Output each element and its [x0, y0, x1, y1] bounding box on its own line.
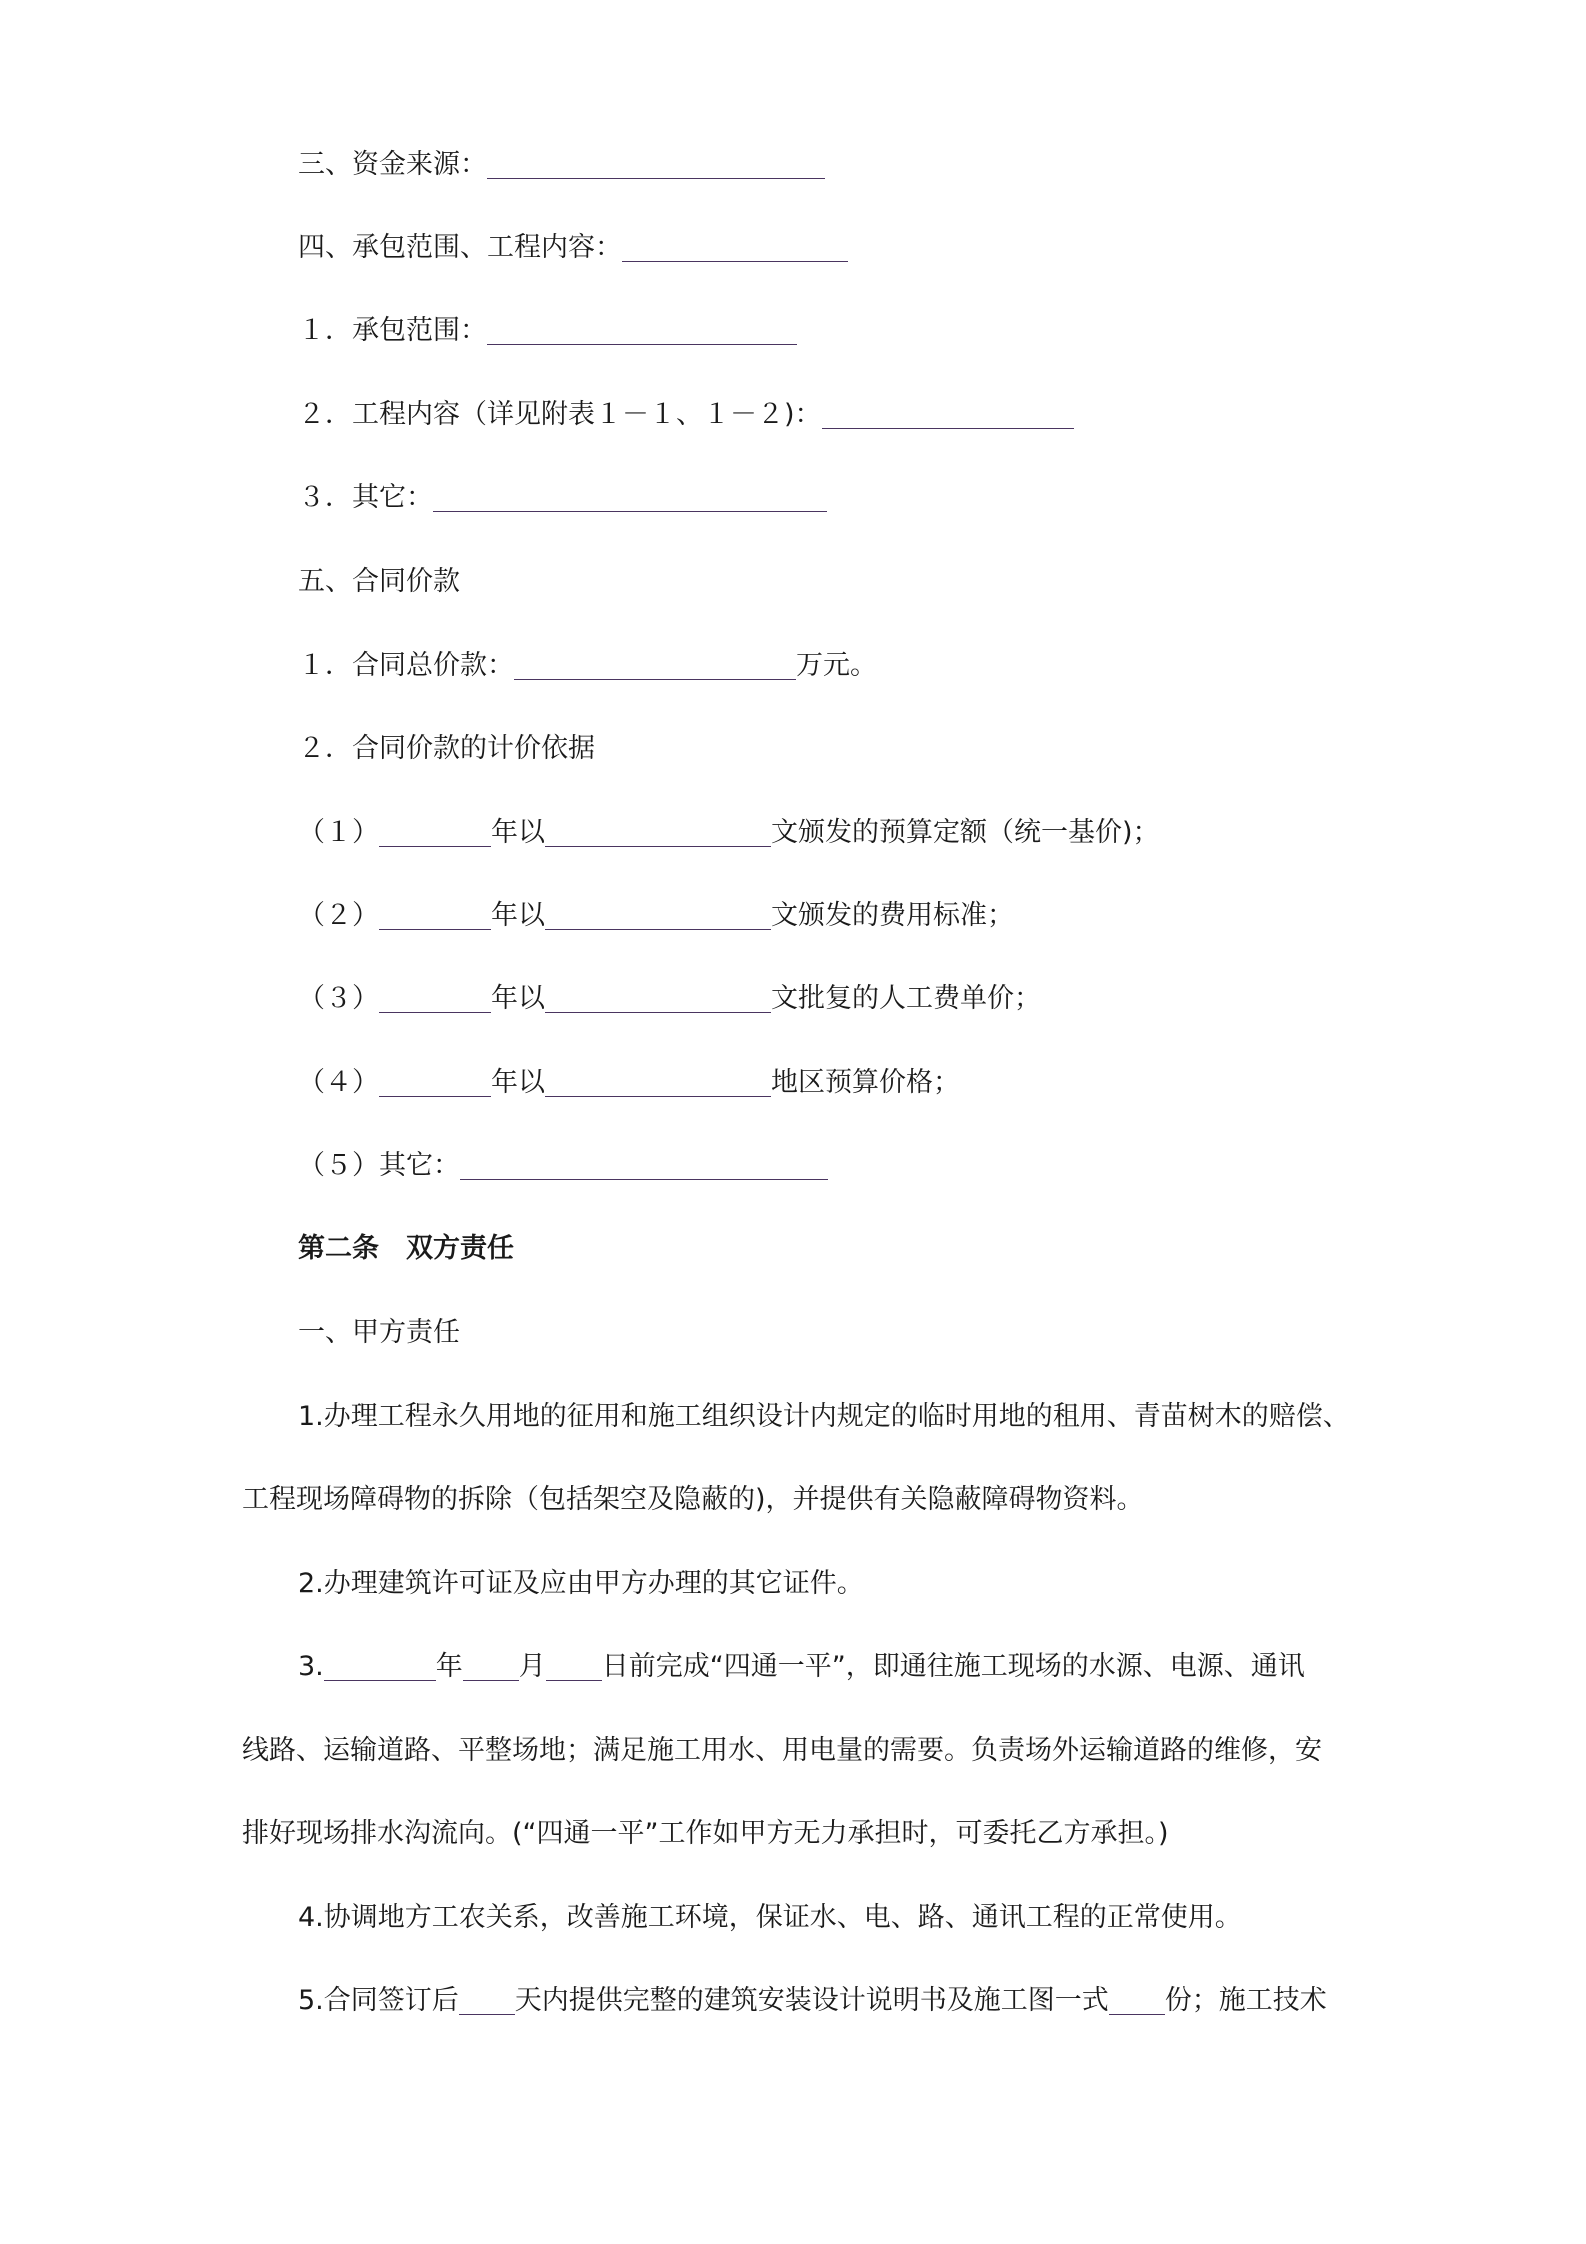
r3-month: 月	[518, 1651, 546, 1682]
responsibility-3-line1	[298, 1647, 1305, 1687]
partyA-label: 一、甲方责任	[298, 1317, 460, 1348]
responsibility-5	[298, 1981, 1327, 2021]
basis-item-tail: 文批复的人工费单价；	[771, 983, 1041, 1014]
r3-year-blank[interactable]	[324, 1652, 436, 1681]
article2-heading	[298, 1229, 514, 1269]
basis-item-mid: 年以	[491, 983, 545, 1014]
funding-line	[298, 145, 825, 185]
basis-item	[298, 1063, 960, 1103]
other1-line	[298, 478, 827, 518]
other1-blank[interactable]	[433, 483, 827, 512]
document-blank[interactable]	[545, 818, 771, 847]
price-heading-label: 五、合同价款	[298, 566, 460, 597]
basis-item-number: （２）	[298, 900, 379, 931]
content-blank[interactable]	[822, 400, 1074, 429]
basis-item	[298, 813, 1160, 853]
basis-item	[298, 896, 1014, 936]
scope-label: １．承包范围：	[298, 315, 487, 346]
r3-prefix: 3.	[298, 1651, 324, 1682]
responsibility-3-line2: 线路、运输道路、平整场地；满足施工用水、用电量的需要。负责场外运输道路的维修，安	[242, 1735, 1322, 1766]
scope-heading-blank[interactable]	[622, 233, 848, 262]
other2-label: （５）其它：	[298, 1150, 460, 1181]
other1-label: ３．其它：	[298, 482, 433, 513]
content-label: ２．工程内容（详见附表１－１、１－２)：	[298, 399, 822, 430]
document-blank[interactable]	[545, 901, 771, 930]
basis-item-number: （４）	[298, 1067, 379, 1098]
basis-item-tail: 地区预算价格；	[771, 1067, 960, 1098]
responsibility-1-line1: 1.办理工程永久用地的征用和施工组织设计内规定的临时用地的租用、青苗树木的赔偿、	[298, 1401, 1350, 1432]
total-price-line	[298, 646, 877, 686]
r3-day-blank[interactable]	[546, 1652, 602, 1681]
scope-line	[298, 311, 797, 351]
year-blank[interactable]	[379, 1068, 491, 1097]
basis-item-mid: 年以	[491, 817, 545, 848]
responsibility-4: 4.协调地方工农关系，改善施工环境，保证水、电、路、通讯工程的正常使用。	[298, 1902, 1242, 1933]
r5-copies-blank[interactable]	[1109, 1986, 1165, 2015]
responsibility-3-line3: 排好现场排水沟流向。(“四通一平”工作如甲方无力承担时，可委托乙方承担。)	[242, 1818, 1169, 1849]
responsibility-1-line2: 工程现场障碍物的拆除（包括架空及隐蔽的)，并提供有关隐蔽障碍物资料。	[242, 1484, 1144, 1515]
r5-mid: 天内提供完整的建筑安装设计说明书及施工图一式	[514, 1985, 1109, 2016]
basis-item-mid: 年以	[491, 900, 545, 931]
year-blank[interactable]	[379, 984, 491, 1013]
total-price-suffix: 万元。	[796, 650, 877, 681]
funding-blank[interactable]	[487, 150, 825, 179]
r3-year: 年	[435, 1651, 463, 1682]
funding-label: 三、资金来源：	[298, 149, 487, 180]
scope-blank[interactable]	[487, 316, 797, 345]
content-line	[298, 395, 1074, 435]
year-blank[interactable]	[379, 901, 491, 930]
r5-days-blank[interactable]	[459, 1986, 515, 2015]
document-blank[interactable]	[545, 984, 771, 1013]
other2-blank[interactable]	[460, 1151, 828, 1180]
price-heading	[298, 562, 460, 602]
r5-prefix: 5.合同签订后	[298, 1985, 459, 2016]
document-blank[interactable]	[545, 1068, 771, 1097]
total-price-blank[interactable]	[514, 651, 796, 680]
basis-item-number: （１）	[298, 817, 379, 848]
responsibility-2: 2.办理建筑许可证及应由甲方办理的其它证件。	[298, 1568, 864, 1599]
basis-item-number: （３）	[298, 983, 379, 1014]
r3-rest: 日前完成“四通一平”，即通往施工现场的水源、电源、通讯	[601, 1651, 1305, 1682]
basis-line	[298, 729, 595, 769]
basis-item-tail: 文颁发的费用标准；	[771, 900, 1014, 931]
article2-label: 第二条 双方责任	[298, 1233, 514, 1264]
partyA-heading	[298, 1313, 460, 1353]
r3-month-blank[interactable]	[463, 1652, 519, 1681]
basis-item-tail: 文颁发的预算定额（统一基价)；	[771, 817, 1160, 848]
year-blank[interactable]	[379, 818, 491, 847]
other2-line	[298, 1146, 828, 1186]
r5-tail: 份；施工技术	[1164, 1985, 1327, 2016]
scope-heading-label: 四、承包范围、工程内容：	[298, 232, 622, 263]
basis-item	[298, 979, 1041, 1019]
basis-item-mid: 年以	[491, 1067, 545, 1098]
scope-heading-line	[298, 228, 848, 268]
basis-label: ２．合同价款的计价依据	[298, 733, 595, 764]
total-price-label: １．合同总价款：	[298, 650, 514, 681]
